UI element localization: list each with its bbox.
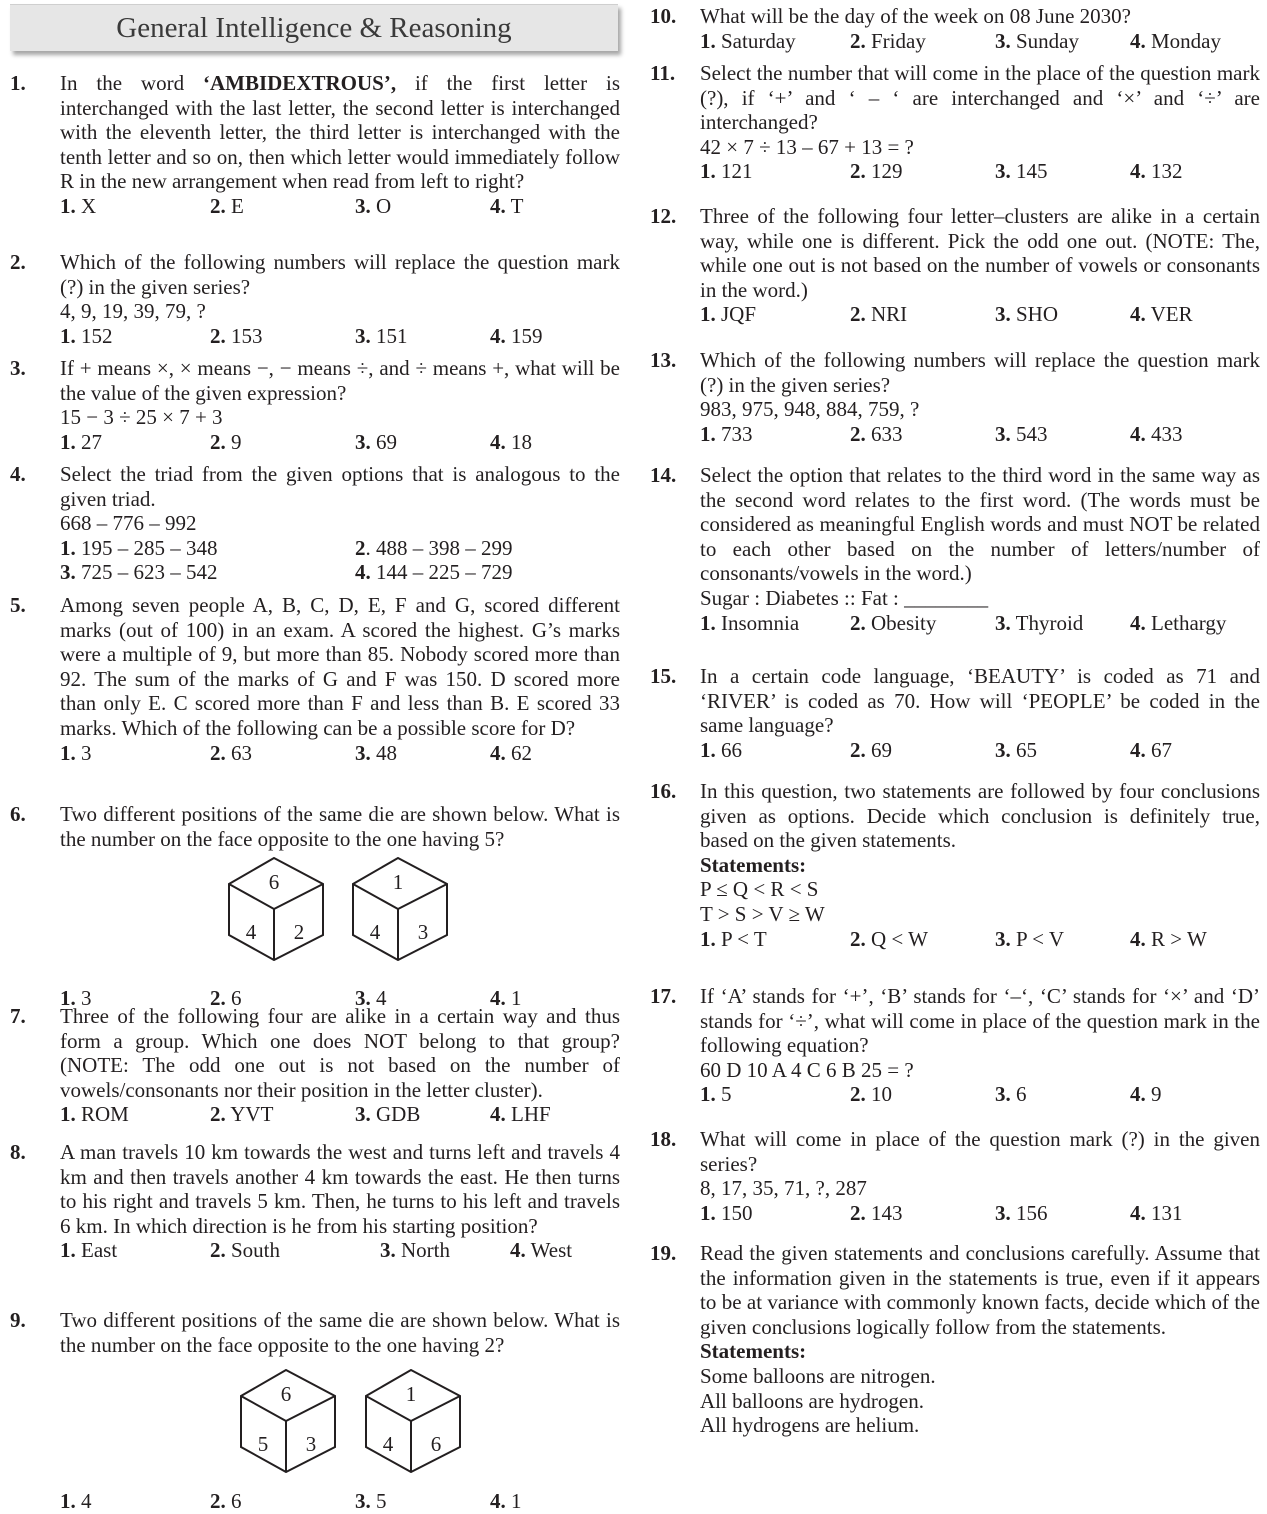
option-2[interactable]: 2. Friday	[850, 28, 926, 53]
option-3[interactable]: 3. 156	[995, 1200, 1048, 1225]
statements-heading: Statements:	[700, 852, 807, 877]
question-12	[650, 204, 1260, 327]
options-row	[60, 1238, 620, 1263]
options-row	[700, 1201, 1260, 1226]
question-text: In a certain code language, ‘BEAUTY’ is coded as 71 and ‘RIVER’ is coded as 70. How will ‘PEOPLE’ be coded in the same language?	[700, 664, 1260, 738]
option-1[interactable]: 1. 3	[60, 986, 92, 1011]
option-4[interactable]: 4. 18	[490, 429, 532, 454]
statement-line: Some balloons are nitrogen.	[700, 1363, 936, 1388]
option-2[interactable]: 2. 9	[210, 429, 242, 454]
die-top-face: 1	[392, 870, 404, 895]
question-3	[10, 356, 620, 454]
question-4	[10, 462, 620, 585]
question-text: Select the option that relates to the third word in the same way as the second word relates to the first word. (The words must be considered as meaningful English words and must NOT be related to each other based on the number of letters/number of consonants/vowels in the word.)	[700, 463, 1260, 586]
option-1[interactable]: 1. 66	[700, 737, 742, 762]
option-1[interactable]: 1. 150	[700, 1200, 753, 1225]
options-row	[60, 741, 620, 766]
die-top-face: 6	[268, 870, 280, 895]
option-2[interactable]: 2. 63	[210, 740, 252, 765]
highlighted-word: ‘AMBIDEXTROUS’,	[202, 71, 397, 95]
question-number: 15.	[650, 664, 677, 688]
question-text: Which of the following numbers will replace the question mark (?) in the given series?	[700, 348, 1260, 397]
option-4[interactable]: 4. 131	[1130, 1200, 1183, 1225]
option-2[interactable]: 2. Obesity	[850, 610, 937, 635]
question-text: In this question, two statements are followed by four conclusions given as options. Decide which conclusion is definitely true, based on the given statements.	[700, 779, 1260, 853]
option-4[interactable]: 4. Lethargy	[1130, 610, 1227, 635]
question-19	[650, 1241, 1260, 1438]
option-1[interactable]: 1. X	[60, 193, 97, 218]
options-row	[700, 611, 1260, 636]
question-number: 1.	[10, 71, 26, 95]
options-row	[700, 159, 1260, 184]
option-2[interactable]: 2. YVT	[210, 1102, 274, 1127]
question-number: 13.	[650, 348, 677, 372]
option-1[interactable]: 1. P < T	[700, 926, 767, 951]
option-1[interactable]: 1. JQF	[700, 302, 757, 327]
question-number: 11.	[650, 61, 676, 85]
option-2[interactable]: 2. NRI	[850, 302, 908, 327]
question-18	[650, 1127, 1260, 1225]
option-2[interactable]: 2. 129	[850, 159, 903, 184]
question-7	[10, 1004, 620, 1127]
statement-line: All hydrogens are helium.	[700, 1413, 920, 1438]
die-position-2	[365, 1369, 463, 1473]
option-2[interactable]: 2. 6	[210, 986, 242, 1011]
question-5	[10, 593, 620, 765]
question-number: 4.	[10, 462, 26, 486]
question-text: Select the triad from the given options that is analogous to the given triad.	[60, 462, 620, 511]
question-text: What will be the day of the week on 08 June 2030?	[700, 4, 1131, 28]
question-text: If + means ×, × means −, − means ÷, and ÷ means +, what will be the value of the given expression?	[60, 356, 620, 405]
options-row	[60, 430, 620, 455]
options-row	[700, 927, 1260, 952]
option-4[interactable]: 4. 159	[490, 323, 543, 348]
option-3[interactable]: 3. 5	[355, 1489, 387, 1514]
option-3[interactable]: 3. SHO	[995, 302, 1059, 327]
die-top-face: 6	[280, 1382, 292, 1407]
option-4[interactable]: 4. 62	[490, 740, 532, 765]
question-2	[10, 250, 620, 348]
question-series: 8, 17, 35, 71, ?, 287	[700, 1176, 867, 1201]
option-3[interactable]: 3. 151	[355, 323, 408, 348]
question-text: Two different positions of the same die are shown below. What is the number on the face opposite to the one having 2?	[60, 1308, 620, 1357]
option-2[interactable]: 2. 143	[850, 1200, 903, 1225]
options-row	[700, 1082, 1260, 1107]
die-top-face: 1	[405, 1382, 417, 1407]
question-1	[10, 71, 620, 219]
option-1[interactable]: 1. East	[60, 1238, 118, 1263]
question-number: 5.	[10, 593, 26, 617]
option-2[interactable]: 2. 153	[210, 323, 263, 348]
option-3[interactable]: 3. 69	[355, 429, 397, 454]
question-14	[650, 463, 1260, 635]
option-1[interactable]: 1. 195 – 285 – 348	[60, 535, 218, 560]
statement-line: T > S > V ≥ W	[700, 901, 825, 926]
question-17	[650, 984, 1260, 1107]
question-text: Two different positions of the same die are shown below. What is the number on the face opposite to the one having 5?	[60, 802, 620, 851]
question-text: Select the number that will come in the place of the question mark (?), if ‘+’ and ‘ – ‘ are interchanged and ‘×’ and ‘÷’ are interchanged?	[700, 61, 1260, 135]
option-4[interactable]: 4. 144 – 225 – 729	[355, 560, 513, 585]
die-left-face: 5	[257, 1432, 269, 1457]
question-text: If ‘A’ stands for ‘+’, ‘B’ stands for ‘–‘, ‘C’ stands for ‘×’ and ‘D’ stands for ‘÷’, what will come in place of the question mark in the following equation?	[700, 984, 1260, 1058]
die-position-2	[352, 857, 450, 961]
options-row	[700, 302, 1260, 327]
option-2[interactable]: 2. South	[210, 1238, 281, 1263]
option-4[interactable]: 4. 1	[490, 1489, 522, 1514]
question-series: 4, 9, 19, 39, 79, ?	[60, 299, 206, 324]
given-triad: 668 – 776 – 992	[60, 511, 197, 536]
options-row	[700, 738, 1260, 763]
options-row	[60, 324, 620, 349]
question-number: 10.	[650, 4, 677, 28]
question-number: 14.	[650, 463, 677, 487]
question-8	[10, 1140, 620, 1263]
question-6	[10, 802, 620, 1011]
option-1[interactable]: 1. Saturday	[700, 28, 796, 53]
options-row	[60, 1102, 620, 1127]
option-4[interactable]: 4. West	[510, 1238, 573, 1263]
question-number: 2.	[10, 250, 26, 274]
die-right-face: 3	[305, 1432, 317, 1457]
question-equation: 60 D 10 A 4 C 6 B 25 = ?	[700, 1057, 914, 1082]
dice-figure	[60, 1357, 620, 1489]
question-number: 8.	[10, 1140, 26, 1164]
question-text: Which of the following numbers will replace the question mark (?) in the given series?	[60, 250, 620, 299]
question-number: 16.	[650, 779, 677, 803]
question-number: 3.	[10, 356, 26, 380]
question-text: In the word ‘AMBIDEXTROUS’, if the first letter is interchanged with the last letter, the second letter is interchanged with the eleventh letter, the third letter is interchanged with the tenth letter and so on, then which letter would immediately follow R in the new arrangement when read from left to right?	[60, 71, 620, 194]
options-row	[700, 29, 1260, 54]
option-3[interactable]: 3. 6	[995, 1082, 1027, 1107]
option-4[interactable]: 4. 67	[1130, 737, 1172, 762]
die-position-1	[240, 1369, 338, 1473]
section-title: General Intelligence & Reasoning	[10, 4, 618, 51]
option-3[interactable]: 3. P < V	[995, 926, 1065, 951]
option-3[interactable]: 3. North	[380, 1238, 450, 1263]
question-number: 17.	[650, 984, 677, 1008]
option-1[interactable]: 1. 733	[700, 421, 753, 446]
question-number: 18.	[650, 1127, 677, 1151]
question-text: What will come in place of the question mark (?) in the given series?	[700, 1127, 1260, 1176]
option-2[interactable]: 2. 6	[210, 1489, 242, 1514]
question-expression: 42 × 7 ÷ 13 – 67 + 13 = ?	[700, 134, 914, 159]
option-4[interactable]: 4. R > W	[1130, 926, 1207, 951]
statements-heading: Statements:	[700, 1339, 807, 1364]
question-text: Read the given statements and conclusions carefully. Assume that the information given in the statements is true, even if it appears to be at variance with commonly known facts, decide which of the given conclusions logically follow from the statements.	[700, 1241, 1260, 1339]
option-1[interactable]: 1. 4	[60, 1489, 92, 1514]
question-number: 12.	[650, 204, 677, 228]
options-row	[60, 560, 620, 585]
option-4[interactable]: 4. 433	[1130, 421, 1183, 446]
option-2[interactable]: 2. 488 – 398 – 299	[355, 535, 513, 560]
option-3[interactable]: 3. Thyroid	[995, 610, 1084, 635]
question-number: 6.	[10, 802, 26, 826]
option-4[interactable]: 4. 132	[1130, 159, 1183, 184]
option-4[interactable]: 4. Monday	[1130, 28, 1221, 53]
option-4[interactable]: 4. VER	[1130, 302, 1193, 327]
die-right-face: 2	[293, 920, 305, 945]
die-left-face: 4	[382, 1432, 394, 1457]
option-1[interactable]: 1. 27	[60, 429, 102, 454]
option-4[interactable]: 4. 1	[490, 986, 522, 1011]
question-number: 9.	[10, 1308, 26, 1332]
question-number: 19.	[650, 1241, 677, 1265]
option-4[interactable]: 4. LHF	[490, 1102, 551, 1127]
options-row	[700, 422, 1260, 447]
option-2[interactable]: 2. Q < W	[850, 926, 928, 951]
die-right-face: 6	[430, 1432, 442, 1457]
option-1[interactable]: 1. 3	[60, 740, 92, 765]
option-2[interactable]: 2. 10	[850, 1082, 892, 1107]
question-text: A man travels 10 km towards the west and turns left and travels 4 km and then travels another 4 km towards the east. He then turns to his right and travels 5 km. Then, he turns to his left and travels 6 km. In which direction is he from his starting position?	[60, 1140, 620, 1238]
question-13	[650, 348, 1260, 446]
statement-line: All balloons are hydrogen.	[700, 1388, 924, 1413]
question-10	[650, 4, 1260, 53]
options-row	[60, 194, 620, 219]
option-3[interactable]: 3. 543	[995, 421, 1048, 446]
question-11	[650, 61, 1260, 184]
option-1[interactable]: 1. 5	[700, 1082, 732, 1107]
question-analogy: Sugar : Diabetes :: Fat : ________	[700, 585, 989, 610]
option-1[interactable]: 1. 152	[60, 323, 113, 348]
question-16	[650, 779, 1260, 951]
option-1[interactable]: 1. Insomnia	[700, 610, 800, 635]
option-2[interactable]: 2. 69	[850, 737, 892, 762]
options-row	[60, 536, 620, 561]
question-text: Among seven people A, B, C, D, E, F and G, scored different marks (out of 100) in an exam. A scored the highest. G’s marks were a multiple of 9, but more than 85. Nobody scored more than 92. The sum of the marks of G and F was 150. D scored more than only E. C scored more than F and less than B. E scored 33 marks. Which of the following can be a possible score for D?	[60, 593, 620, 740]
option-2[interactable]: 2. E	[210, 193, 244, 218]
option-4[interactable]: 4. T	[490, 193, 524, 218]
option-3[interactable]: 3. 48	[355, 740, 397, 765]
option-3[interactable]: 3. 65	[995, 737, 1037, 762]
question-number: 7.	[10, 1004, 26, 1028]
question-series: 983, 975, 948, 884, 759, ?	[700, 397, 920, 422]
die-position-1	[228, 857, 326, 961]
statement-line: P ≤ Q < R < S	[700, 877, 819, 902]
option-3[interactable]: 3. Sunday	[995, 28, 1079, 53]
die-left-face: 4	[369, 920, 381, 945]
option-3[interactable]: 3. 4	[355, 986, 387, 1011]
die-right-face: 3	[417, 920, 429, 945]
option-3[interactable]: 3. O	[355, 193, 392, 218]
option-3[interactable]: 3. 145	[995, 159, 1048, 184]
question-text: Three of the following four letter–clusters are alike in a certain way, while one is different. Pick the odd one out. (NOTE: The, while one out is not based on the number of vowels or consonants in the word.)	[700, 204, 1260, 302]
options-row	[60, 1489, 620, 1514]
option-1[interactable]: 1. 121	[700, 159, 753, 184]
dice-figure	[60, 851, 620, 986]
option-4[interactable]: 4. 9	[1130, 1082, 1162, 1107]
question-9	[10, 1308, 620, 1514]
option-3[interactable]: 3. GDB	[355, 1102, 421, 1127]
option-1[interactable]: 1. ROM	[60, 1102, 129, 1127]
option-2[interactable]: 2. 633	[850, 421, 903, 446]
question-expression: 15 − 3 ÷ 25 × 7 + 3	[60, 405, 223, 430]
die-left-face: 4	[245, 920, 257, 945]
option-3[interactable]: 3. 725 – 623 – 542	[60, 560, 218, 585]
question-text: Three of the following four are alike in a certain way and thus form a group. Which one does NOT belong to that group? (NOTE: The odd one out is not based on the number of vowels/consonants nor their position in the letter cluster).	[60, 1004, 620, 1102]
question-15	[650, 664, 1260, 762]
